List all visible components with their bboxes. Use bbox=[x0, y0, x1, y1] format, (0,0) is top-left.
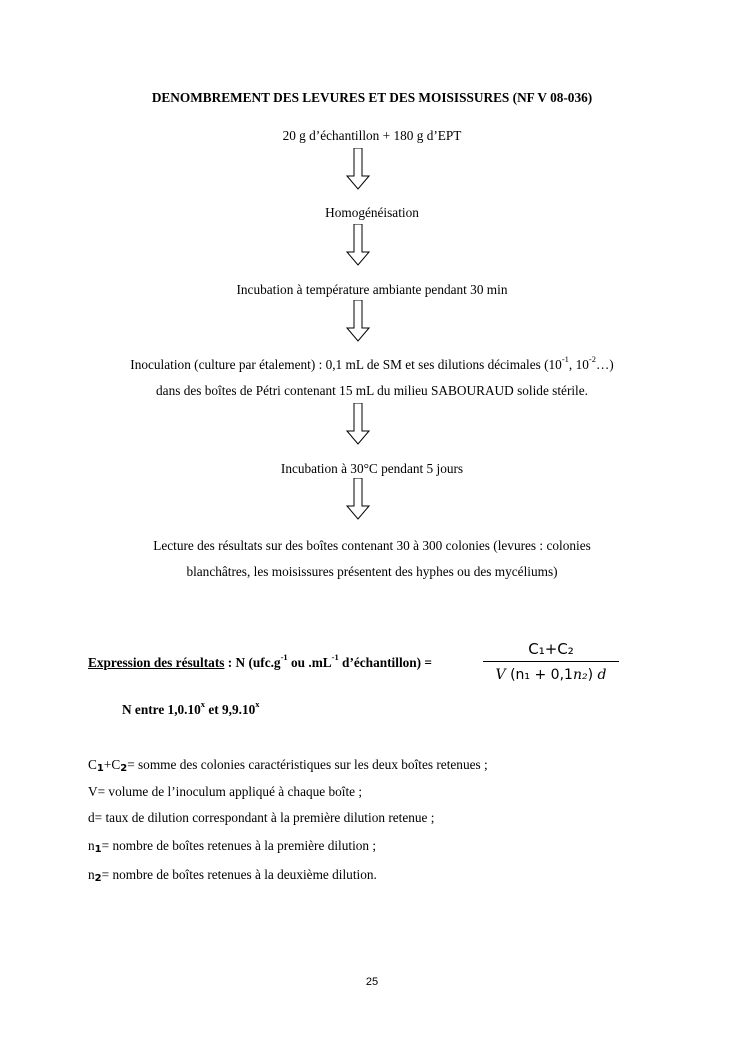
page-number: 25 bbox=[365, 976, 379, 988]
definition-c1-c2: $C_1+C_2=$ somme des colonies caractéristiques sur les deux boîtes retenues ; bbox=[88, 757, 488, 774]
fraction-denominator: V (n₁ + 0,1n₂) d bbox=[495, 667, 607, 683]
document-title: DENOMBREMENT DES LEVURES ET DES MOISISSURES (NF V 08-036) bbox=[151, 90, 593, 105]
definition-d: d= taux de dilution correspondant à la première dilution retenue ; bbox=[88, 810, 435, 825]
definition-n2: $n_2=$ nombre de boîtes retenues à la deuxième dilution. bbox=[88, 867, 377, 884]
down-arrow-icon bbox=[346, 403, 370, 445]
step-inoculation-line1: Inoculation (culture par étalement) : 0,1 mL de SM et ses dilutions décimales ($10^{-1}$, $10^{-2}\dots$) bbox=[130, 354, 614, 372]
step-reading-line2: blanchâtres, les moisissures présentent des hyphes ou des mycéliums) bbox=[186, 564, 558, 579]
down-arrow-icon bbox=[346, 148, 370, 190]
definition-v: V= volume de l’inoculum appliqué à chaque boîte ; bbox=[88, 784, 363, 799]
down-arrow-icon bbox=[346, 300, 370, 342]
definition-n1: $n_1=$ nombre de boîtes retenues à la première dilution ; bbox=[88, 838, 377, 855]
down-arrow-icon bbox=[346, 224, 370, 266]
step-sample: 20 g d’échantillon + 180 g d’EPT bbox=[282, 128, 462, 143]
step-inoculation-line2: dans des boîtes de Pétri contenant 15 mL du milieu SABOURAUD solide stérile. bbox=[156, 383, 588, 398]
down-arrow-icon bbox=[346, 478, 370, 520]
result-fraction bbox=[483, 637, 619, 688]
expression-formula-label: Expression des résultats : N ($ufc.g^{-1}$ ou $.mL^{-1}$ d’échantillon) = bbox=[88, 652, 433, 670]
step-incubation-ambient: Incubation à température ambiante pendant 30 min bbox=[236, 282, 508, 297]
fraction-numerator: C₁+C₂ bbox=[528, 640, 574, 658]
step-reading-line1: Lecture des résultats sur des boîtes contenant 30 à 300 colonies (levures : colonies bbox=[153, 538, 591, 553]
step-homogenization: Homogénéisation bbox=[325, 205, 419, 220]
n-range: N entre 1,0.10$^x$ et 9,9.10$^x$ bbox=[122, 699, 260, 717]
step-incubation-30c: Incubation à 30°C pendant 5 jours bbox=[280, 461, 464, 476]
